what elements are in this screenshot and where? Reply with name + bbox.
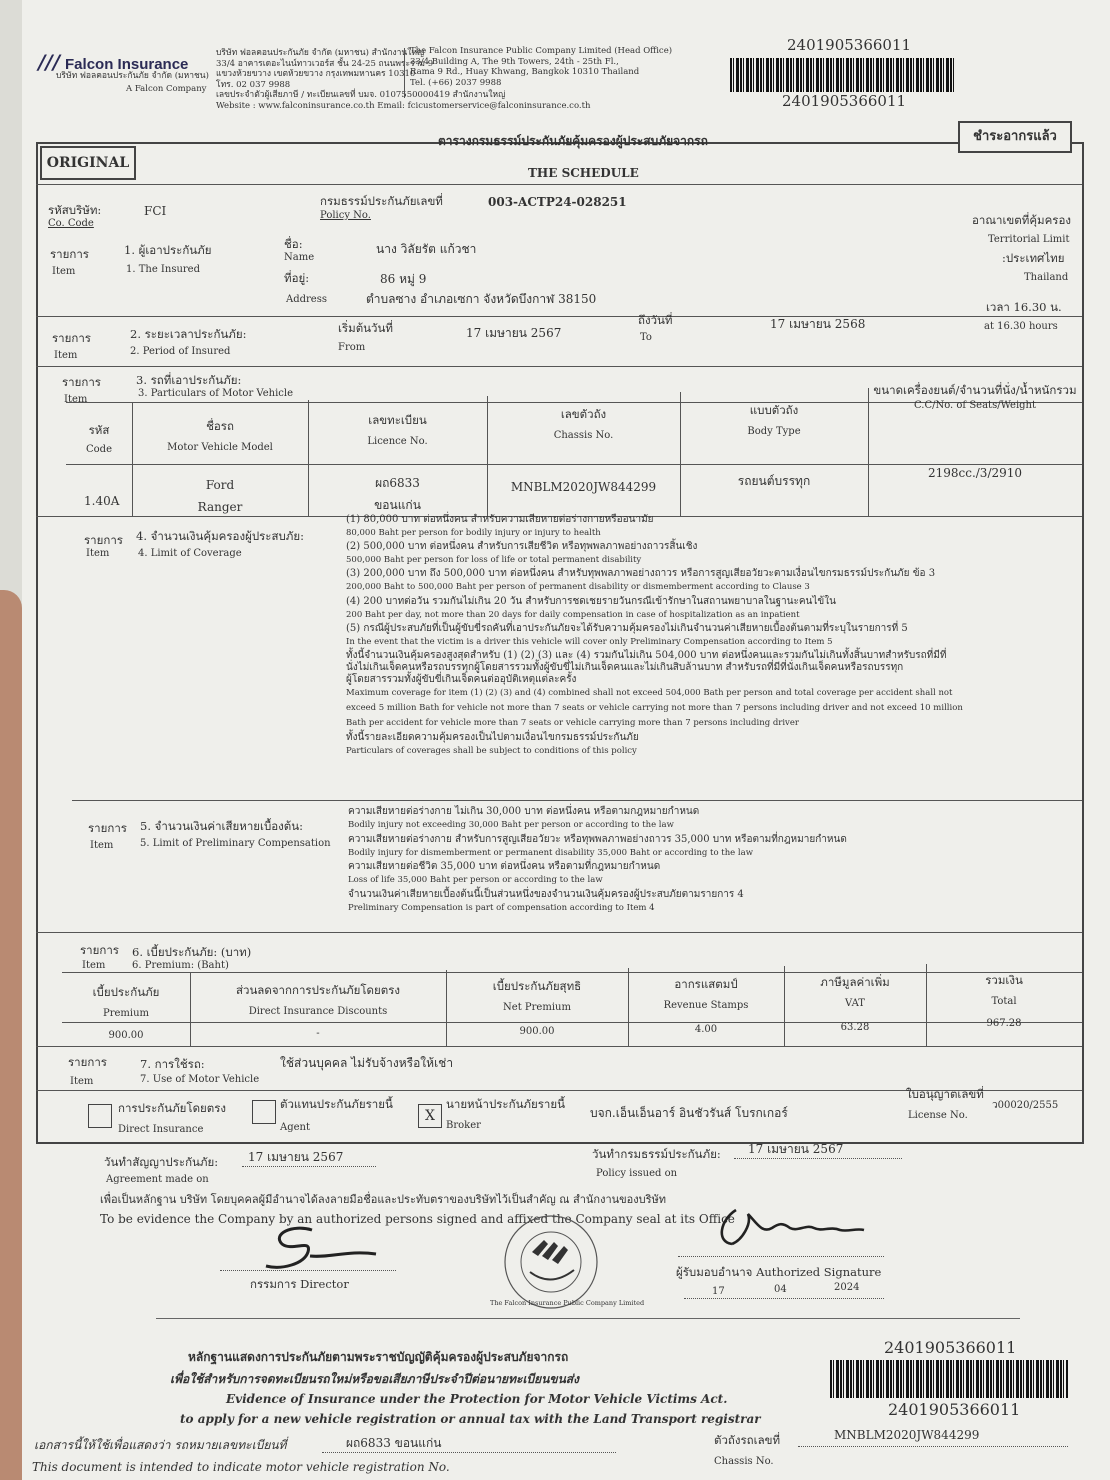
period-label-th: 2. ระยะเวลาประกันภัย: [130, 327, 247, 341]
issued-label-th: วันทำกรมธรรม์ประกันภัย: [592, 1147, 721, 1161]
license-value: ว00020/2555 [992, 1100, 1059, 1111]
vehicle-label-th: 3. รถที่เอาประกันภัย: [136, 373, 242, 387]
item3-item-en: Item [64, 394, 88, 405]
address-line1: 86 หมู่ 9 [380, 272, 427, 286]
footer-chassis-label-en: Chassis No. [714, 1456, 774, 1467]
vehicle-cc-seats-weight: 2198cc./3/2910 [927, 466, 1023, 480]
sign-date-month: 04 [774, 1284, 787, 1295]
agreement-dotted-line [242, 1166, 376, 1167]
from-value: 17 เมษายน 2567 [466, 326, 562, 340]
broker-label-en: Broker [446, 1120, 481, 1131]
preliminary-text: ความเสียหายต่อร่างกาย ไม่เกิน 30,000 บาท ต่อหนึ่งคน หรือตามกฎหมายกำหนด Bodily injury not exceeding 30,000 Baht per person or according to the law ความเสียหายต่อร่างกาย สำหรับการสูญเสียอวัยวะ หรือทุพพลภาพอย่างถาวร 35,000 บาท หรือตามที่กฎหมายกำหนด Bodily injury for dismemberment or permanent disability 35,000 Baht or according to the law ความเสียหายต่อชีวิต 35,000 บาท ต่อหนึ่งคน หรือตามที่กฎหมายกำหนด Loss of life 35,000 Baht per person or according to the law จำนวนเงินค่าเสียหายเบื้องต้นนี้เป็นส่วนหนึ่งของจำนวนเงินคุ้มครองผู้ประสบภัยตามรายการ 4 Preliminary Compensation is part of compensation according to Item 4 [348, 806, 847, 913]
premium-value: 900.00 [108, 1030, 144, 1041]
footer-chassis-label-th: ตัวถังรถเลขที่ [714, 1433, 781, 1447]
revenue-stamps-value: 4.00 [694, 1024, 718, 1035]
co-code-value: FCI [144, 204, 167, 218]
footer-doc-line [322, 1452, 616, 1453]
broker-checkbox[interactable]: X [418, 1104, 442, 1128]
use-label-en: 7. Use of Motor Vehicle [140, 1074, 260, 1085]
to-value: 17 เมษายน 2568 [770, 317, 866, 331]
footer-chassis-value: MNBLM2020JW844299 [834, 1428, 980, 1442]
item7-item-th: รายการ [68, 1055, 107, 1069]
coverage-text: (1) 80,000 บาท ต่อหนึ่งคน สำหรับความเสียหายต่อร่างกายหรืออนามัย 80,000 Baht per person for bodily injury or injury to health (2) 500,000 บาท ต่อหนึ่งคน สำหรับการเสียชีวิต หรือทุพพลภาพอย่างถาวรสิ้นเชิง 500,000 Baht per person for loss of life or total permanent disability (3) 200,000 บาท ถึง 500,000 บาท ต่อหนึ่งคน สำหรับทุพพลภาพอย่างถาวร หรือการสูญเสียอวัยวะตามเงื่อนไขกรมธรรม์ประกันภัย ข้อ 3 200,000 Baht to 500,000 Baht per person of permanent disability or dismemberment according to Clause 3 (4) 200 บาทต่อวัน รวมกันไม่เกิน 20 วัน สำหรับการชดเชยรายวันกรณีเข้ารักษาในสถานพยาบาลในฐานะคนไข้ใน 200 Baht per day, not more than 20 days for daily compensation in case of hospitalization as an inpatient (5) กรณีผู้ประสบภัยที่เป็นผู้ขับขี่รถคันที่เอาประกันภัยจะได้รับความคุ้มครองไม่เกินจำนวนค่าเสียหายเบื้องต้นตามที่ระบุในรายการที่ 5 In the event that the victim is a driver this vehicle will cover only Preliminary Compensation according to Item 5 ทั้งนี้จำนวนเงินคุ้มครองสูงสุดสำหรับ (1) (2) (3) และ (4) รวมกันไม่เกิน 504,000 บาท ต่อหนึ่งคนและรวมกันไม่เกินทั้งสิ้นบาทสำหรับรถที่มีที่ นั่งไม่เกินเจ็ดคนหรือรถบรรทุกผู้โดยสารรวมทั้งผู้ขับขี่ไม่เกินเจ็ดคนและไม่เกินสิบล้านบาท สำหรับรถที่มีที่นั่งเกินเจ็ดคนหรือรถบรรทุก ผู้โดยสารรวมทั้งผู้ขับขี่เกินเจ็ดคนต่ออุบัติเหตุแต่ละครั้ง Maximum coverage for item (1) (2) (3) and (4) combined shall not exceed 504,000 Bath per person and total coverage per accident shall not exceed 5 million Bath for vehicle not more than 7 seats or vehicle carrying not more than 7 persons including driver and not exceed 10 million Bath per accident for vehicle more than 7 seats or vehicle carrying more than 7 persons including driver ทั้งนี้รายละเอียดความคุ้มครองเป็นไปตามเงื่อนไขกรมธรรม์ประกันภัย Particulars of coverages shall be subject to conditions of this policy [346, 514, 963, 756]
footer-chassis-line [798, 1446, 1068, 1447]
use-label-th: 7. การใช้รถ: [140, 1057, 205, 1071]
time-label-en: at 16.30 hours [984, 321, 1058, 332]
premium-header-premium: เบี้ยประกันภัย Premium [92, 985, 160, 1019]
from-label-en: From [338, 342, 366, 353]
falcon-logo-text: Falcon Insurance [65, 56, 189, 73]
premium-header-stamps: อากรแสตมป์ Revenue Stamps [663, 977, 749, 1011]
address-label-th: ที่อยู่: [284, 271, 310, 285]
name-label-en: Name [284, 252, 315, 263]
co-code-label-th: รหัสบริษัท: [48, 203, 102, 217]
item2-item-en: Item [54, 350, 78, 361]
item4-item-th: รายการ [84, 533, 123, 547]
vehicle-table-mid [66, 464, 1082, 465]
item1-item-th: รายการ [50, 247, 89, 261]
policy-document [22, 0, 1110, 1480]
address-label-en: Address [286, 294, 327, 305]
direct-insurance-label-th: การประกันภัยโดยตรง [118, 1101, 227, 1115]
vehicle-licence-line1: ผถ6833 [375, 476, 420, 490]
premium-header-total: รวมเงิน Total [985, 973, 1023, 1007]
period-label-en: 2. Period of Insured [130, 346, 231, 357]
premium-table-bottom [36, 1046, 1082, 1047]
footer-title-en2: to apply for a new vehicle registration or annual tax with the Land Transport registrar [180, 1412, 761, 1426]
company-address-th: บริษัท ฟอลคอนประกันภัย จำกัด (มหาชน) สำนักงานใหญ่ 33/4 อาคารเดอะไนน์ทาวเวอร์ส ชั้น 24-25 ถนนพระราม 9 แขวงห้วยขวาง เขตห้วยขวาง กรุงเทพมหานคร 10310 โทร. 02 037 9988 เลขประจำตัวผู้เสียภาษี / ทะเบียนเลขที่ บมจ. 0107550000419 สำนักงานใหญ่ Website : www.falconinsurance.co.th Email: fcicustomerservice@falconinsurance.co.th [216, 48, 591, 111]
company-address-en: The Falcon Insurance Public Company Limited (Head Office) 33/4 Building A, The 9th Towers, 24th - 25th Fl., Rama 9 Rd., Huay Khwang, Bangkok 10310 Thailand Tel. (+66) 2037 9988 [410, 46, 673, 88]
evidence-text-en: To be evidence the Company by an authorized persons signed and affixed the Company seal at its Office [100, 1212, 735, 1226]
agreement-label-th: วันทำสัญญาประกันภัย: [104, 1155, 219, 1169]
original-label: ORIGINAL [40, 146, 136, 180]
director-signature [252, 1222, 382, 1276]
falcon-logo-icon: /// [38, 50, 60, 74]
barcode-top [730, 58, 954, 92]
footer-barcode [830, 1360, 1068, 1398]
issued-value: 17 เมษายน 2567 [748, 1142, 844, 1156]
direct-insurance-label-en: Direct Insurance [118, 1124, 204, 1135]
item4-item-en: Item [86, 548, 110, 559]
item6-item-en: Item [82, 960, 106, 971]
item1-bottom-rule [36, 316, 1082, 317]
vehicle-header-licence: เลขทะเบียน Licence No. [367, 413, 428, 447]
insured-label-en: 1. The Insured [126, 264, 200, 275]
vehicle-model-line2: Ranger [197, 500, 243, 514]
premium-label-th: 6. เบี้ยประกันภัย: (บาท) [132, 945, 252, 959]
footer-doc-value: ผถ6833 ขอนแก่น [346, 1436, 442, 1450]
vehicle-header-model: ชื่อรถ Motor Vehicle Model [167, 419, 273, 453]
premium-header-net: เบี้ยประกันภัยสุทธิ Net Premium [492, 979, 582, 1013]
policy-no-label-th: กรมธรรม์ประกันภัยเลขที่ [320, 194, 443, 208]
item5-item-th: รายการ [88, 821, 127, 835]
authorized-signature [706, 1200, 876, 1256]
territorial-value-th: :ประเทศไทย [1002, 251, 1065, 265]
agent-label-th: ตัวแทนประกันภัยรายนี้ [280, 1097, 393, 1111]
footer-title-th1: หลักฐานแสดงการประกันภัยตามพระราชบัญญัติคุ้มครองผู้ประสบภัยจากรถ [188, 1350, 569, 1364]
territorial-value-en: Thailand [1024, 272, 1069, 283]
time-label-th: เวลา 16.30 น. [986, 300, 1062, 314]
vat-value: 63.28 [840, 1022, 870, 1033]
net-premium-value: 900.00 [519, 1026, 555, 1037]
total-value: 967.28 [986, 1018, 1022, 1029]
sign-date-line [684, 1298, 884, 1299]
coverage-label-th: 4. จำนวนเงินคุ้มครองผู้ประสบภัย: [136, 529, 304, 543]
barcode-number-top: 2401905366011 [787, 36, 912, 54]
policy-no-label-en: Policy No. [320, 210, 371, 221]
footer-doc-text-th: เอกสารนี้ให้ใช้เพื่อแสดงว่า รถหมายเลขทะเบียนที่ [34, 1438, 287, 1452]
vehicle-header-body: แบบตัวถัง Body Type [747, 403, 801, 437]
logo-subtitle: บริษัท ฟอลคอนประกันภัย จำกัด (มหาชน) [56, 71, 209, 81]
vehicle-header-cc: ขนาดเครื่องยนต์/จำนวนที่นั่ง/น้ำหนักรวม C.C/No. of Seats/Weight [873, 383, 1077, 411]
evidence-text-th: เพื่อเป็นหลักฐาน บริษัท โดยบุคคลผู้มีอำนาจได้ลงลายมือชื่อและประทับตราของบริษัทไว้เป็นสำคัญ ณ สำนักงานของบริษัท [100, 1193, 667, 1206]
duty-paid-stamp: ชำระอากรแล้ว [958, 121, 1072, 153]
footer-separator [156, 1318, 1020, 1319]
vehicle-header-code: รหัส Code [86, 423, 112, 455]
sign-date-day: 17 [712, 1286, 725, 1297]
footer-barcode-number-top: 2401905366011 [884, 1338, 1017, 1357]
premium-label-en: 6. Premium: (Baht) [132, 960, 229, 971]
broker-name: บจก.เอ็นเอ็นอาร์ อินชัวรันส์ โบรกเกอร์ [590, 1106, 788, 1120]
discount-value: - [316, 1028, 320, 1039]
preliminary-label-th: 5. จำนวนเงินค่าเสียหายเบื้องต้น: [140, 819, 303, 833]
vehicle-model-line1: Ford [205, 478, 235, 492]
issued-dotted-line [734, 1158, 902, 1159]
agreement-value: 17 เมษายน 2567 [248, 1150, 344, 1164]
address-line2: ตำบลซาง อำเภอเซกา จังหวัดบึงกาฬ 38150 [366, 292, 597, 306]
item4-bottom-rule [72, 800, 1082, 801]
direct-insurance-checkbox[interactable] [88, 1104, 112, 1128]
director-sign-line [220, 1270, 396, 1271]
sign-date-year: 2024 [834, 1282, 860, 1293]
license-label-en: License No. [908, 1110, 968, 1121]
premium-header-discount: ส่วนลดจากการประกันภัยโดยตรง Direct Insurance Discounts [235, 983, 401, 1017]
coverage-label-en: 4. Limit of Coverage [138, 548, 242, 559]
company-seal [492, 1212, 610, 1312]
territorial-label-en: Territorial Limit [988, 234, 1070, 245]
to-label-th: ถึงวันที่ [638, 313, 673, 327]
address-divider [404, 48, 405, 98]
vehicle-licence-line2: ขอนแก่น [374, 498, 421, 512]
vehicle-label-en: 3. Particulars of Motor Vehicle [138, 388, 293, 399]
item6-item-th: รายการ [80, 943, 119, 957]
schedule-label: THE SCHEDULE [528, 166, 639, 180]
license-label-th: ใบอนุญาตเลขที่ [906, 1087, 984, 1101]
authorized-sign-line [678, 1256, 884, 1257]
agent-label-en: Agent [280, 1122, 310, 1133]
to-label-en: To [640, 332, 652, 343]
seal-text: The Falcon Insurance Public Company Limited [490, 1299, 645, 1307]
vehicle-header-chassis: เลขตัวถัง Chassis No. [553, 407, 614, 441]
logo-company: A Falcon Company [126, 84, 207, 94]
schedule-underline [36, 184, 1082, 185]
from-label-th: เริ่มต้นวันที่ [338, 321, 393, 335]
footer-barcode-number-bottom: 2401905366011 [888, 1400, 1021, 1419]
barcode-number-bottom: 2401905366011 [782, 92, 907, 110]
item5-bottom-rule [36, 932, 1082, 933]
agent-checkbox[interactable] [252, 1100, 276, 1124]
footer-title-en1: Evidence of Insurance under the Protection for Motor Vehicle Victims Act. [226, 1392, 728, 1406]
vehicle-code: 1.40A [84, 494, 120, 508]
authorized-label: ผู้รับมอบอำนาจ Authorized Signature [676, 1265, 882, 1279]
use-value: ใช้ส่วนบุคคล ไม่รับจ้างหรือให้เช่า [280, 1056, 454, 1070]
issued-label-en: Policy issued on [596, 1168, 678, 1179]
co-code-label-en: Co. Code [48, 218, 94, 229]
insured-name-value: นาง วิลัยรัต แก้วชา [376, 242, 477, 256]
vehicle-body-type: รถยนต์บรรทุก [737, 474, 811, 488]
item2-item-th: รายการ [52, 331, 91, 345]
item1-item-en: Item [52, 266, 76, 277]
item2-bottom-rule [36, 366, 1082, 367]
territorial-label-th: อาณาเขตที่คุ้มครอง [972, 213, 1071, 227]
agreement-label-en: Agreement made on [106, 1174, 209, 1185]
broker-label-th: นายหน้าประกันภัยรายนี้ [446, 1097, 565, 1111]
footer-title-th2: เพื่อใช้สำหรับการจดทะเบียนรถใหม่หรือขอเสียภาษีประจำปีต่อนายทะเบียนขนส่ง [170, 1372, 579, 1386]
footer-doc-text-en: This document is intended to indicate motor vehicle registration No. [32, 1460, 450, 1474]
preliminary-label-en: 5. Limit of Preliminary Compensation [140, 838, 331, 849]
policy-no-value: 003-ACTP24-028251 [488, 195, 627, 209]
name-label-th: ชื่อ: [284, 237, 303, 251]
item3-item-th: รายการ [62, 375, 101, 389]
insured-label-th: 1. ผู้เอาประกันภัย [124, 243, 212, 257]
director-label: กรรมการ Director [250, 1277, 349, 1291]
item5-item-en: Item [90, 840, 114, 851]
item7-item-en: Item [70, 1076, 94, 1087]
premium-header-vat: ภาษีมูลค่าเพิ่ม VAT [820, 975, 890, 1009]
hand-thumb [0, 590, 22, 1480]
vehicle-chassis: MNBLM2020JW844299 [510, 480, 657, 494]
document-title: ตารางกรมธรรม์ประกันภัยคุ้มครองผู้ประสบภัยจากรถ [438, 134, 708, 148]
